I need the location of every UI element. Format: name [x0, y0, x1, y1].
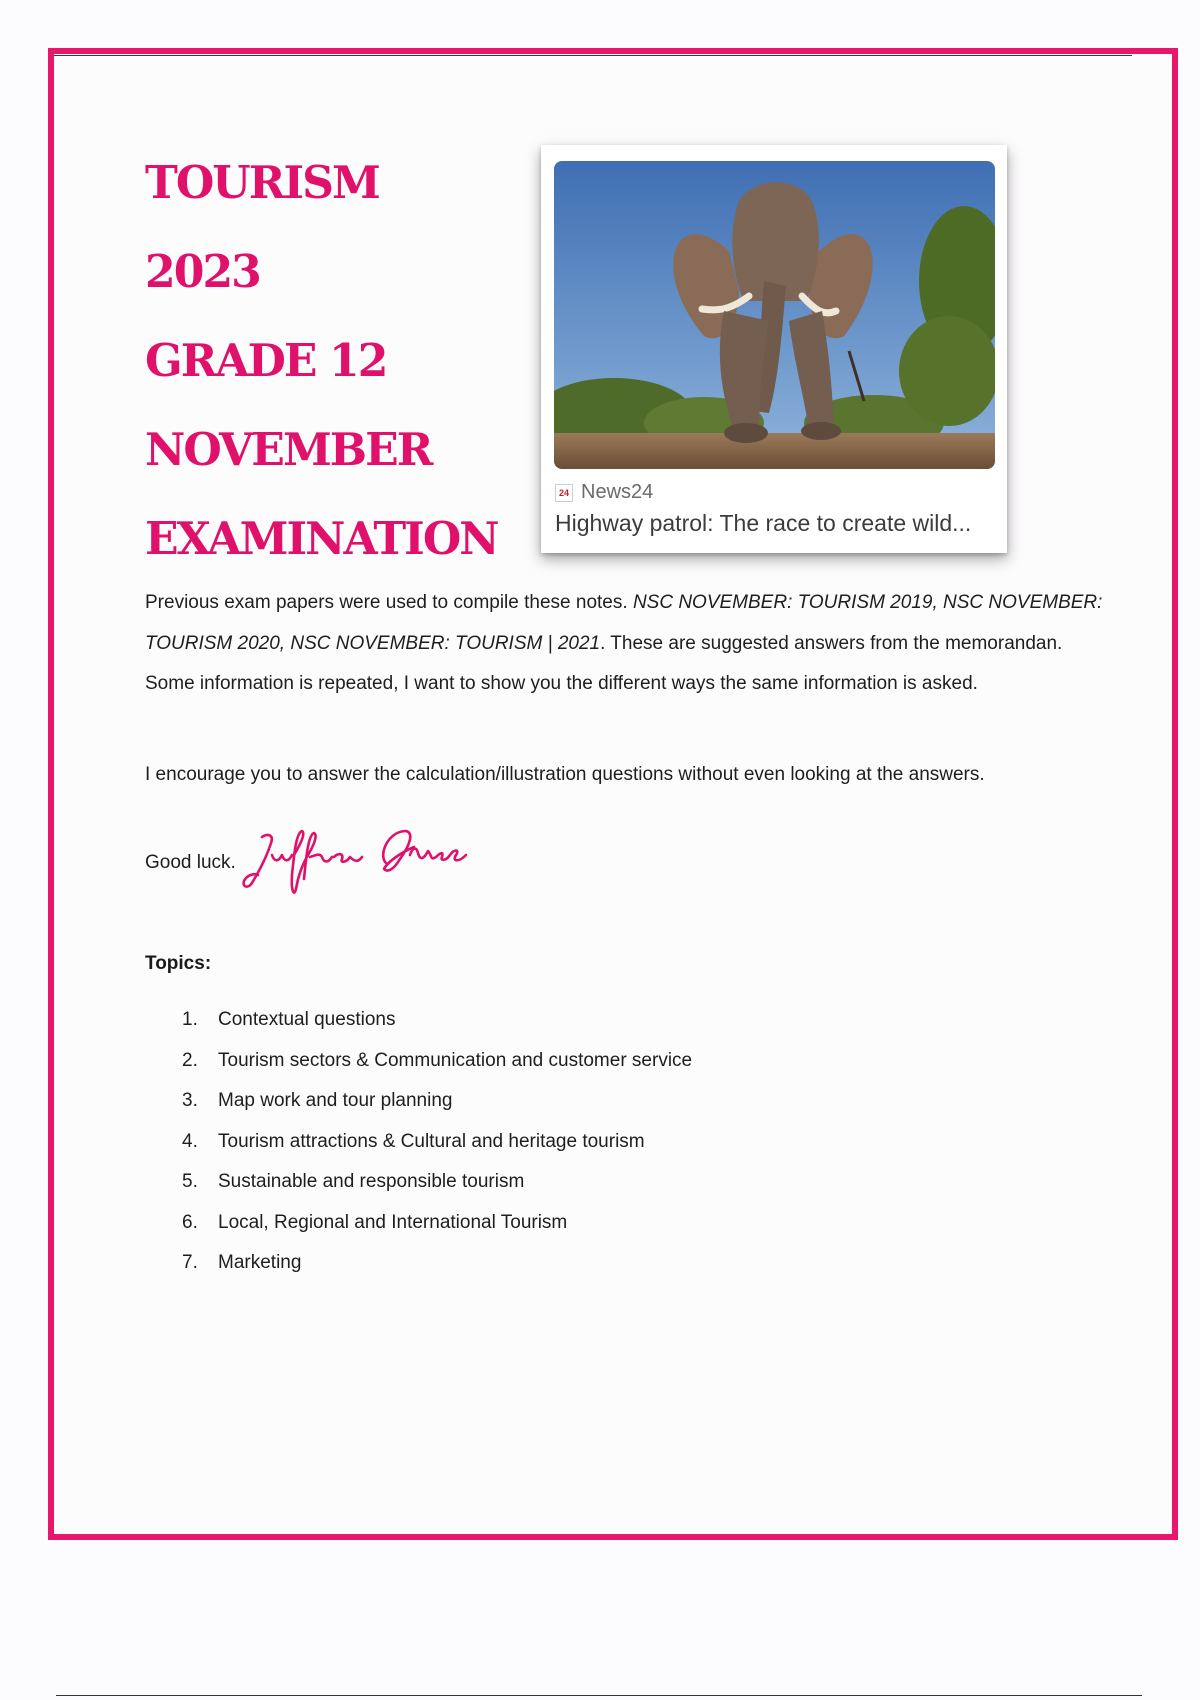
list-item-label: Map work and tour planning [218, 1090, 453, 1111]
title-line-grade: GRADE 12 [145, 334, 387, 387]
list-item-label: Tourism sectors & Communication and customer service [218, 1049, 693, 1071]
news-card[interactable] [541, 145, 1007, 553]
frame-top-divider [54, 55, 1132, 56]
list-item-number: 3. [182, 1090, 198, 1111]
title-line-subject: TOURISM [145, 156, 379, 209]
list-item [182, 1047, 692, 1088]
title-line-year: 2023 [145, 245, 260, 298]
document-title [145, 138, 505, 583]
list-item-label: Tourism attractions & Cultural and heritage tourism [218, 1130, 645, 1152]
news-headline-link[interactable]: Highway patrol: The race to create wild... [555, 510, 972, 536]
elephant-photo [554, 161, 995, 469]
list-item-label: Sustainable and responsible tourism [218, 1171, 525, 1192]
news24-logo-icon: 24 [555, 484, 573, 502]
list-item-label: Local, Regional and International Tourism [218, 1211, 568, 1233]
topics-heading: Topics: [145, 953, 212, 974]
list-item-number: 2. [182, 1049, 198, 1071]
list-item [182, 1128, 692, 1169]
list-item [182, 1006, 692, 1047]
list-item [182, 1087, 692, 1128]
news-source [555, 481, 653, 504]
list-item-number: 5. [182, 1171, 198, 1192]
list-item-number: 4. [182, 1130, 198, 1152]
list-item-label: Marketing [218, 1252, 302, 1273]
intro-text-end: . These are suggested answers from the memorandan. Some information is repeated, I want to show you the different ways the same information is asked. [145, 632, 1063, 694]
title-line-exam: EXAMINATION [145, 512, 498, 565]
list-item-number: 7. [182, 1252, 198, 1273]
topics-list [182, 1006, 692, 1290]
intro-exam-references: NSC NOVEMBER: TOURISM 2019, NSC NOVEMBER: TOURISM 2020, NSC NOVEMBER: TOURISM | 2021 [145, 592, 1103, 654]
signature-juffrou-ansie [238, 825, 468, 901]
intro-text-start: Previous exam papers were used to compile these notes. [145, 592, 633, 613]
news-source-label: News24 [581, 481, 654, 503]
list-item [182, 1168, 692, 1209]
good-luck-text: Good luck. [145, 852, 236, 873]
list-item [182, 1209, 692, 1250]
intro-paragraph [145, 583, 1105, 705]
encourage-paragraph: I encourage you to answer the calculation/illustration questions without even looking at the answers. [145, 764, 985, 785]
list-item-number: 6. [182, 1211, 198, 1233]
list-item-label: Contextual questions [218, 1009, 396, 1030]
list-item [182, 1249, 692, 1290]
list-item-number: 1. [182, 1009, 198, 1030]
title-line-month: NOVEMBER [145, 423, 432, 476]
page-bottom-divider [56, 1695, 1142, 1696]
